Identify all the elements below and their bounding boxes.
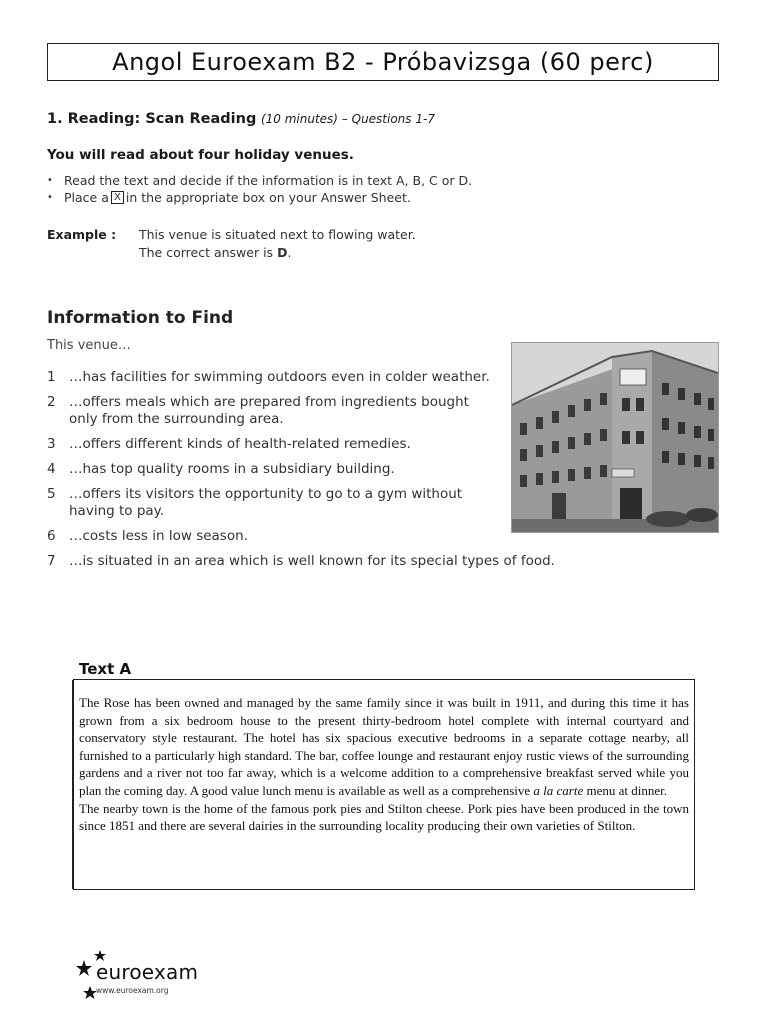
logo-wordmark: euroexam <box>96 960 199 984</box>
question-item <box>47 486 489 520</box>
page-title-box <box>47 43 719 81</box>
instruction-item <box>47 172 472 189</box>
text-a-paragraph-1 <box>79 694 689 800</box>
page-title: Angol Euroexam B2 - Próbavizsga (60 perc) <box>112 48 654 76</box>
question-number: 2 <box>47 394 56 410</box>
example-block <box>47 226 447 266</box>
example-answer-suffix: . <box>287 245 292 260</box>
question-number: 6 <box>47 528 56 544</box>
instruction-item <box>47 189 472 206</box>
question-list <box>47 369 567 578</box>
text-a-paragraph-2: The nearby town is the home of the famous pork pies and Stilton cheese. Pork pies have been produced in the town since 1851 and there are several dairies in the surrounding locality producing their own varieties of Stilton. <box>79 800 689 834</box>
info-heading: Information to Find <box>47 308 234 328</box>
question-number: 7 <box>47 553 56 569</box>
question-text: …offers different kinds of health-related remedies. <box>69 436 411 452</box>
hotel-photo <box>511 342 719 533</box>
instruction-text: Read the text and decide if the information is in text A, B, C or D. <box>64 173 473 188</box>
text-a-p1-italic: a la carte <box>533 782 584 798</box>
question-number: 1 <box>47 369 56 385</box>
example-answer-prefix: The correct answer is <box>139 245 274 260</box>
question-number: 4 <box>47 461 56 477</box>
text-a-label: Text A <box>79 660 132 678</box>
text-a-p1-end: menu at dinner. <box>586 782 667 798</box>
question-text: …has top quality rooms in a subsidiary building. <box>69 461 395 477</box>
question-text: …costs less in low season. <box>69 528 248 544</box>
section-meta: (10 minutes) – Questions 1-7 <box>260 112 435 126</box>
question-item <box>47 553 599 570</box>
question-item <box>47 528 567 545</box>
question-item <box>47 369 567 386</box>
euroexam-logo <box>72 948 222 1004</box>
instruction-text-after: in the appropriate box on your Answer Sheet. <box>125 190 411 205</box>
instructions-list <box>47 172 472 206</box>
example-line-2 <box>139 244 416 262</box>
section-heading <box>47 111 435 127</box>
bullet-icon: • <box>47 192 53 203</box>
venue-intro: This venue… <box>47 338 131 353</box>
example-label: Example : <box>47 227 117 242</box>
question-text: …offers its visitors the opportunity to go to a gym without having to pay. <box>69 486 463 519</box>
question-item <box>47 461 567 478</box>
question-text: …offers meals which are prepared from ingredients bought only from the surrounding area. <box>69 394 469 427</box>
question-text: …is situated in an area which is well known for its special types of food. <box>69 553 555 569</box>
example-lines <box>139 226 416 262</box>
logo-url: www.euroexam.org <box>96 986 169 995</box>
text-a-box <box>73 679 695 890</box>
intro-text: You will read about four holiday venues. <box>47 147 354 163</box>
question-item <box>47 394 499 428</box>
instruction-text-before: Place a <box>64 190 109 205</box>
box-shadow-line <box>72 680 74 889</box>
example-answer: D <box>277 245 288 260</box>
cross-box-icon: X <box>111 191 124 204</box>
question-text: …has facilities for swimming outdoors even in colder weather. <box>69 369 490 385</box>
text-a-p1-main: The Rose has been owned and managed by the same family since it was built in 1911, and during this time it has grown from a six bedroom house to the present thirty-bedroom hotel complete with internal courtyard and conservatory style restaurant. The hotel has six spacious executive bedrooms in a separate cottage nearby, all furnished to a particularly high standard. The bar, coffee lounge and restaurant enjoy rustic views of the surrounding gardens and a river not too far away, which is a welcome addition to a comprehensive breakfast served while you plan the coming day. A good value lunch menu is available as well as a comprehensive <box>79 695 689 798</box>
section-title: 1. Reading: Scan Reading <box>47 111 257 127</box>
question-item <box>47 436 567 453</box>
question-number: 5 <box>47 486 56 502</box>
hotel-building-illustration <box>512 343 718 532</box>
question-number: 3 <box>47 436 56 452</box>
bullet-icon: • <box>47 175 53 186</box>
example-line-1: This venue is situated next to flowing water. <box>139 227 416 242</box>
